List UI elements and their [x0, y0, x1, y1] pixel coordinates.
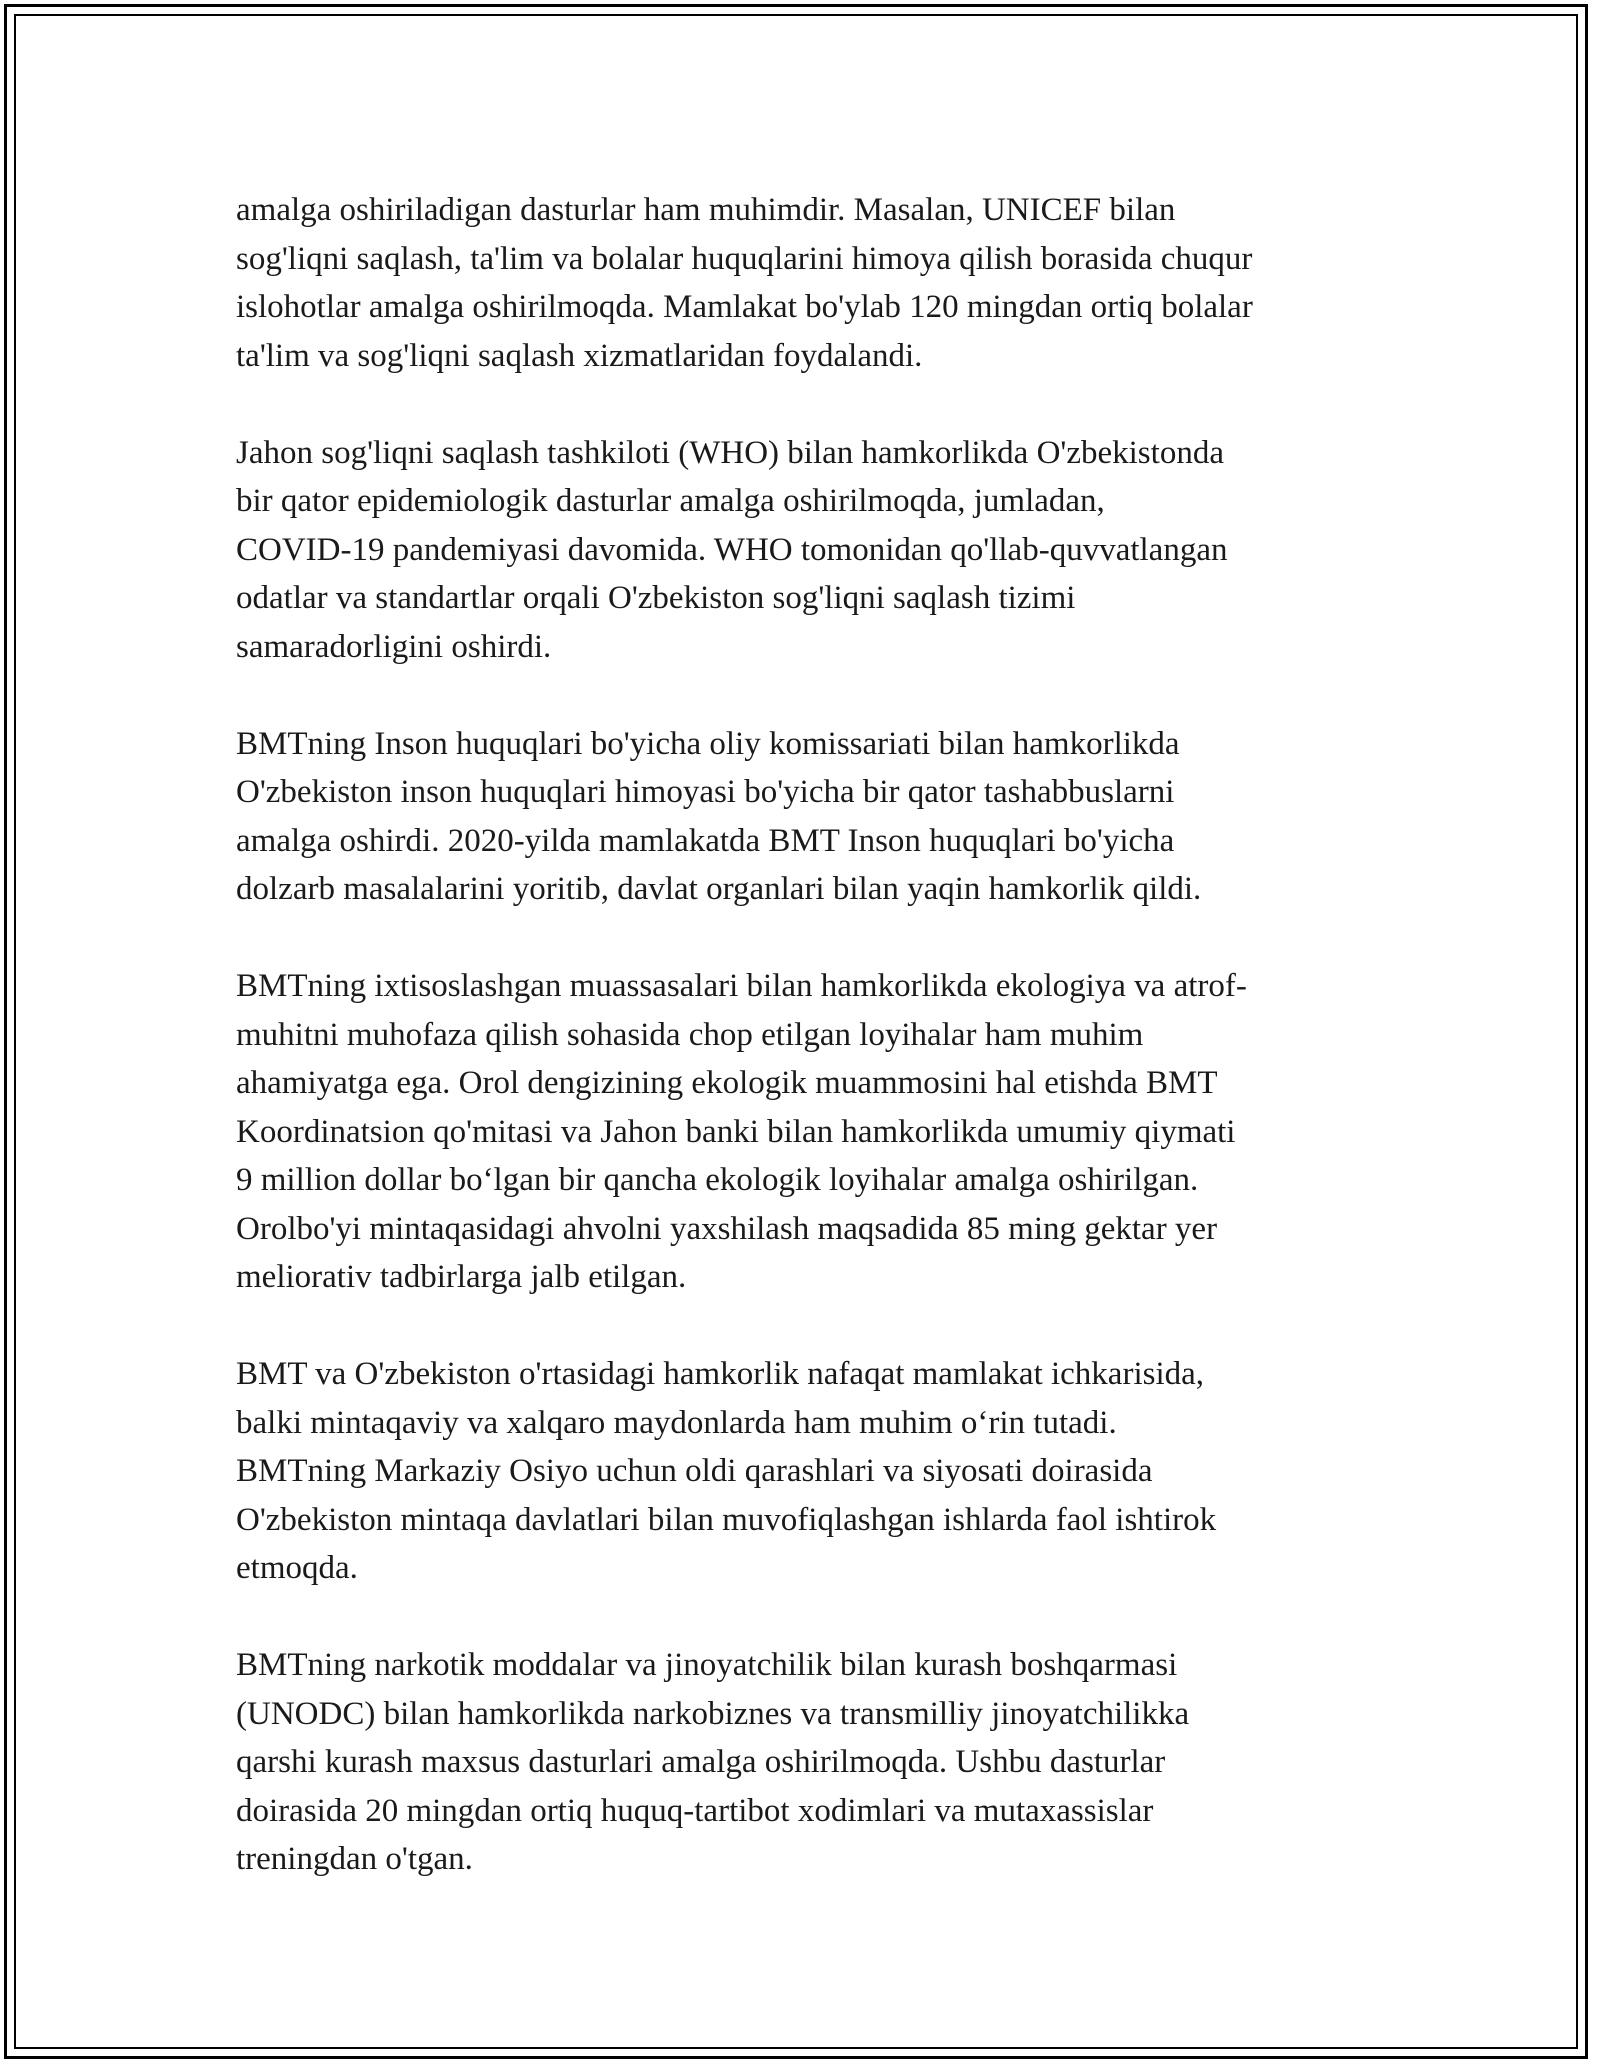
text-line: BMTning narkotik moddalar va jinoyatchilik bilan kurash boshqarmasi	[236, 1647, 1178, 1683]
text-line: odatlar va standartlar orqali O'zbekiston sog'liqni saqlash tizimi	[236, 580, 1076, 616]
text-line: islohotlar amalga oshirilmoqda. Mamlakat bo'ylab 120 mingdan ortiq bolalar	[236, 289, 1253, 325]
text-line: BMTning ixtisoslashgan muassasalari bilan hamkorlikda ekologiya va atrof-	[236, 968, 1247, 1004]
text-line: bir qator epidemiologik dasturlar amalga oshirilmoqda, jumladan,	[236, 483, 1105, 519]
text-line: BMTning Inson huquqlari bo'yicha oliy komissariati bilan hamkorlikda	[236, 725, 1180, 762]
text-line: treningdan o'tgan.	[236, 1841, 473, 1877]
text-line: BMTning Markaziy Osiyo uchun oldi qarashlari va siyosati doirasida	[236, 1453, 1153, 1489]
text-line: doirasida 20 mingdan ortiq huquq-tartibot xodimlari va mutaxassislar	[236, 1792, 1154, 1829]
paragraph-unicef	[236, 186, 1386, 380]
text-line: amalga oshirdi. 2020-yilda mamlakatda BMT Inson huquqlari bo'yicha	[236, 822, 1175, 859]
text-line: COVID-19 pandemiyasi davomida. WHO tomonidan qo'llab-quvvatlangan	[236, 531, 1228, 568]
text-line: amalga oshiriladigan dasturlar ham muhimdir. Masalan, UNICEF bilan	[236, 192, 1176, 228]
text-line: balki mintaqaviy va xalqaro maydonlarda ham muhim o‘rin tutadi.	[236, 1404, 1117, 1441]
text-line: O'zbekiston inson huquqlari himoyasi bo'yicha bir qator tashabbuslarni	[236, 774, 1175, 810]
text-line: meliorativ tadbirlarga jalb etilgan.	[236, 1259, 687, 1295]
text-line: etmoqda.	[236, 1550, 358, 1586]
text-line: (UNODC) bilan hamkorlikda narkobiznes va transmilliy jinoyatchilikka	[236, 1695, 1190, 1732]
text-line: BMT va O'zbekiston o'rtasidagi hamkorlik nafaqat mamlakat ichkarisida,	[236, 1356, 1205, 1392]
paragraph-human-rights	[236, 720, 1386, 914]
text-line: Jahon sog'liqni saqlash tashkiloti (WHO) bilan hamkorlikda O'zbekistonda	[236, 434, 1224, 471]
paragraph-who	[236, 429, 1386, 672]
text-line: dolzarb masalalarini yoritib, davlat organlari bilan yaqin hamkorlik qildi.	[236, 871, 1202, 907]
text-line: qarshi kurash maxsus dasturlari amalga oshirilmoqda. Ushbu dasturlar	[236, 1744, 1166, 1780]
text-line: Koordinatsion qo'mitasi va Jahon banki bilan hamkorlikda umumiy qiymati	[236, 1113, 1236, 1150]
text-line: ahamiyatga ega. Orol dengizining ekologik muammosini hal etishda BMT	[236, 1065, 1218, 1101]
text-line: muhitni muhofaza qilish sohasida chop etilgan loyihalar ham muhim	[236, 1016, 1144, 1053]
text-line: samaradorligini oshirdi.	[236, 628, 552, 665]
text-line: Orolbo'yi mintaqasidagi ahvolni yaxshilash maqsadida 85 ming gektar yer	[236, 1210, 1218, 1247]
text-line: 9 million dollar bo‘lgan bir qancha ekologik loyihalar amalga oshirilgan.	[236, 1162, 1199, 1198]
text-line: ta'lim va sog'liqni saqlash xizmatlaridan foydalandi.	[236, 337, 923, 374]
paragraph-regional	[236, 1350, 1386, 1593]
document-body	[236, 186, 1386, 1932]
text-line: sog'liqni saqlash, ta'lim va bolalar huquqlarini himoya qilish borasida chuqur	[236, 240, 1253, 277]
paragraph-ecology	[236, 962, 1386, 1302]
text-line: O'zbekiston mintaqa davlatlari bilan muvofiqlashgan ishlarda faol ishtirok	[236, 1501, 1217, 1538]
paragraph-unodc	[236, 1641, 1386, 1884]
